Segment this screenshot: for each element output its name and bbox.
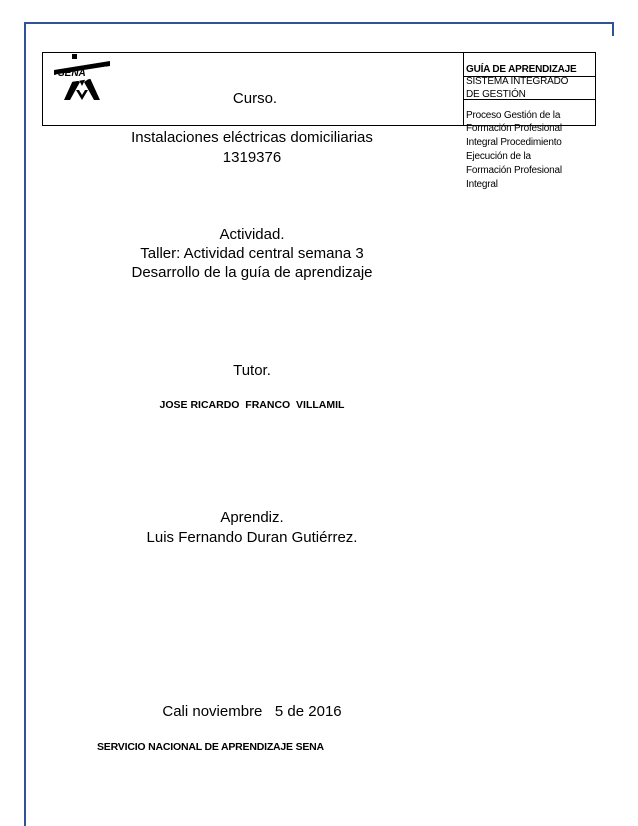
guide-line-6: Ejecución de la: [466, 151, 531, 162]
place-date: Cali noviembre 5 de 2016: [162, 703, 342, 720]
tutor-label: Tutor.: [233, 362, 271, 379]
tutor-name: JOSE RICARDO FRANCO VILLAMIL: [159, 399, 345, 411]
apprentice-name: Luis Fernando Duran Gutiérrez.: [146, 529, 358, 546]
apprentice-label: Aprendiz.: [220, 509, 284, 526]
activity-line-1: Taller: Actividad central semana 3: [140, 245, 364, 262]
course-name: Instalaciones eléctricas domiciliarias: [131, 129, 373, 146]
page-frame-top: [24, 22, 614, 24]
page-frame-corner: [612, 22, 614, 36]
guide-line-7: Formación Profesional: [466, 165, 562, 176]
header-left-border: [42, 52, 43, 126]
activity-label: Actividad.: [219, 226, 285, 243]
guide-line-8: Integral: [466, 179, 498, 190]
course-label: Curso.: [232, 90, 278, 107]
page-frame-left: [24, 22, 26, 826]
guide-line-4: Formación Profesional: [466, 123, 562, 134]
sena-logo: [52, 52, 112, 104]
footer-institution: SERVICIO NACIONAL DE APRENDIZAJE SENA: [97, 741, 324, 753]
guide-info-box: [463, 52, 596, 191]
activity-line-2: Desarrollo de la guía de aprendizaje: [131, 264, 373, 281]
header-bottom-border: [42, 125, 464, 126]
guide-line-5: Integral Procedimiento: [466, 137, 562, 148]
course-code: 1319376: [222, 149, 282, 166]
guide-line-3: Proceso Gestión de la: [466, 110, 561, 121]
guide-title: GUÍA DE APRENDIZAJE: [466, 64, 577, 75]
guide-line-2: DE GESTIÓN: [466, 89, 526, 100]
sena-logo-text: SENA: [58, 68, 86, 79]
guide-line-1: SISTEMA INTEGRADO: [466, 76, 569, 87]
